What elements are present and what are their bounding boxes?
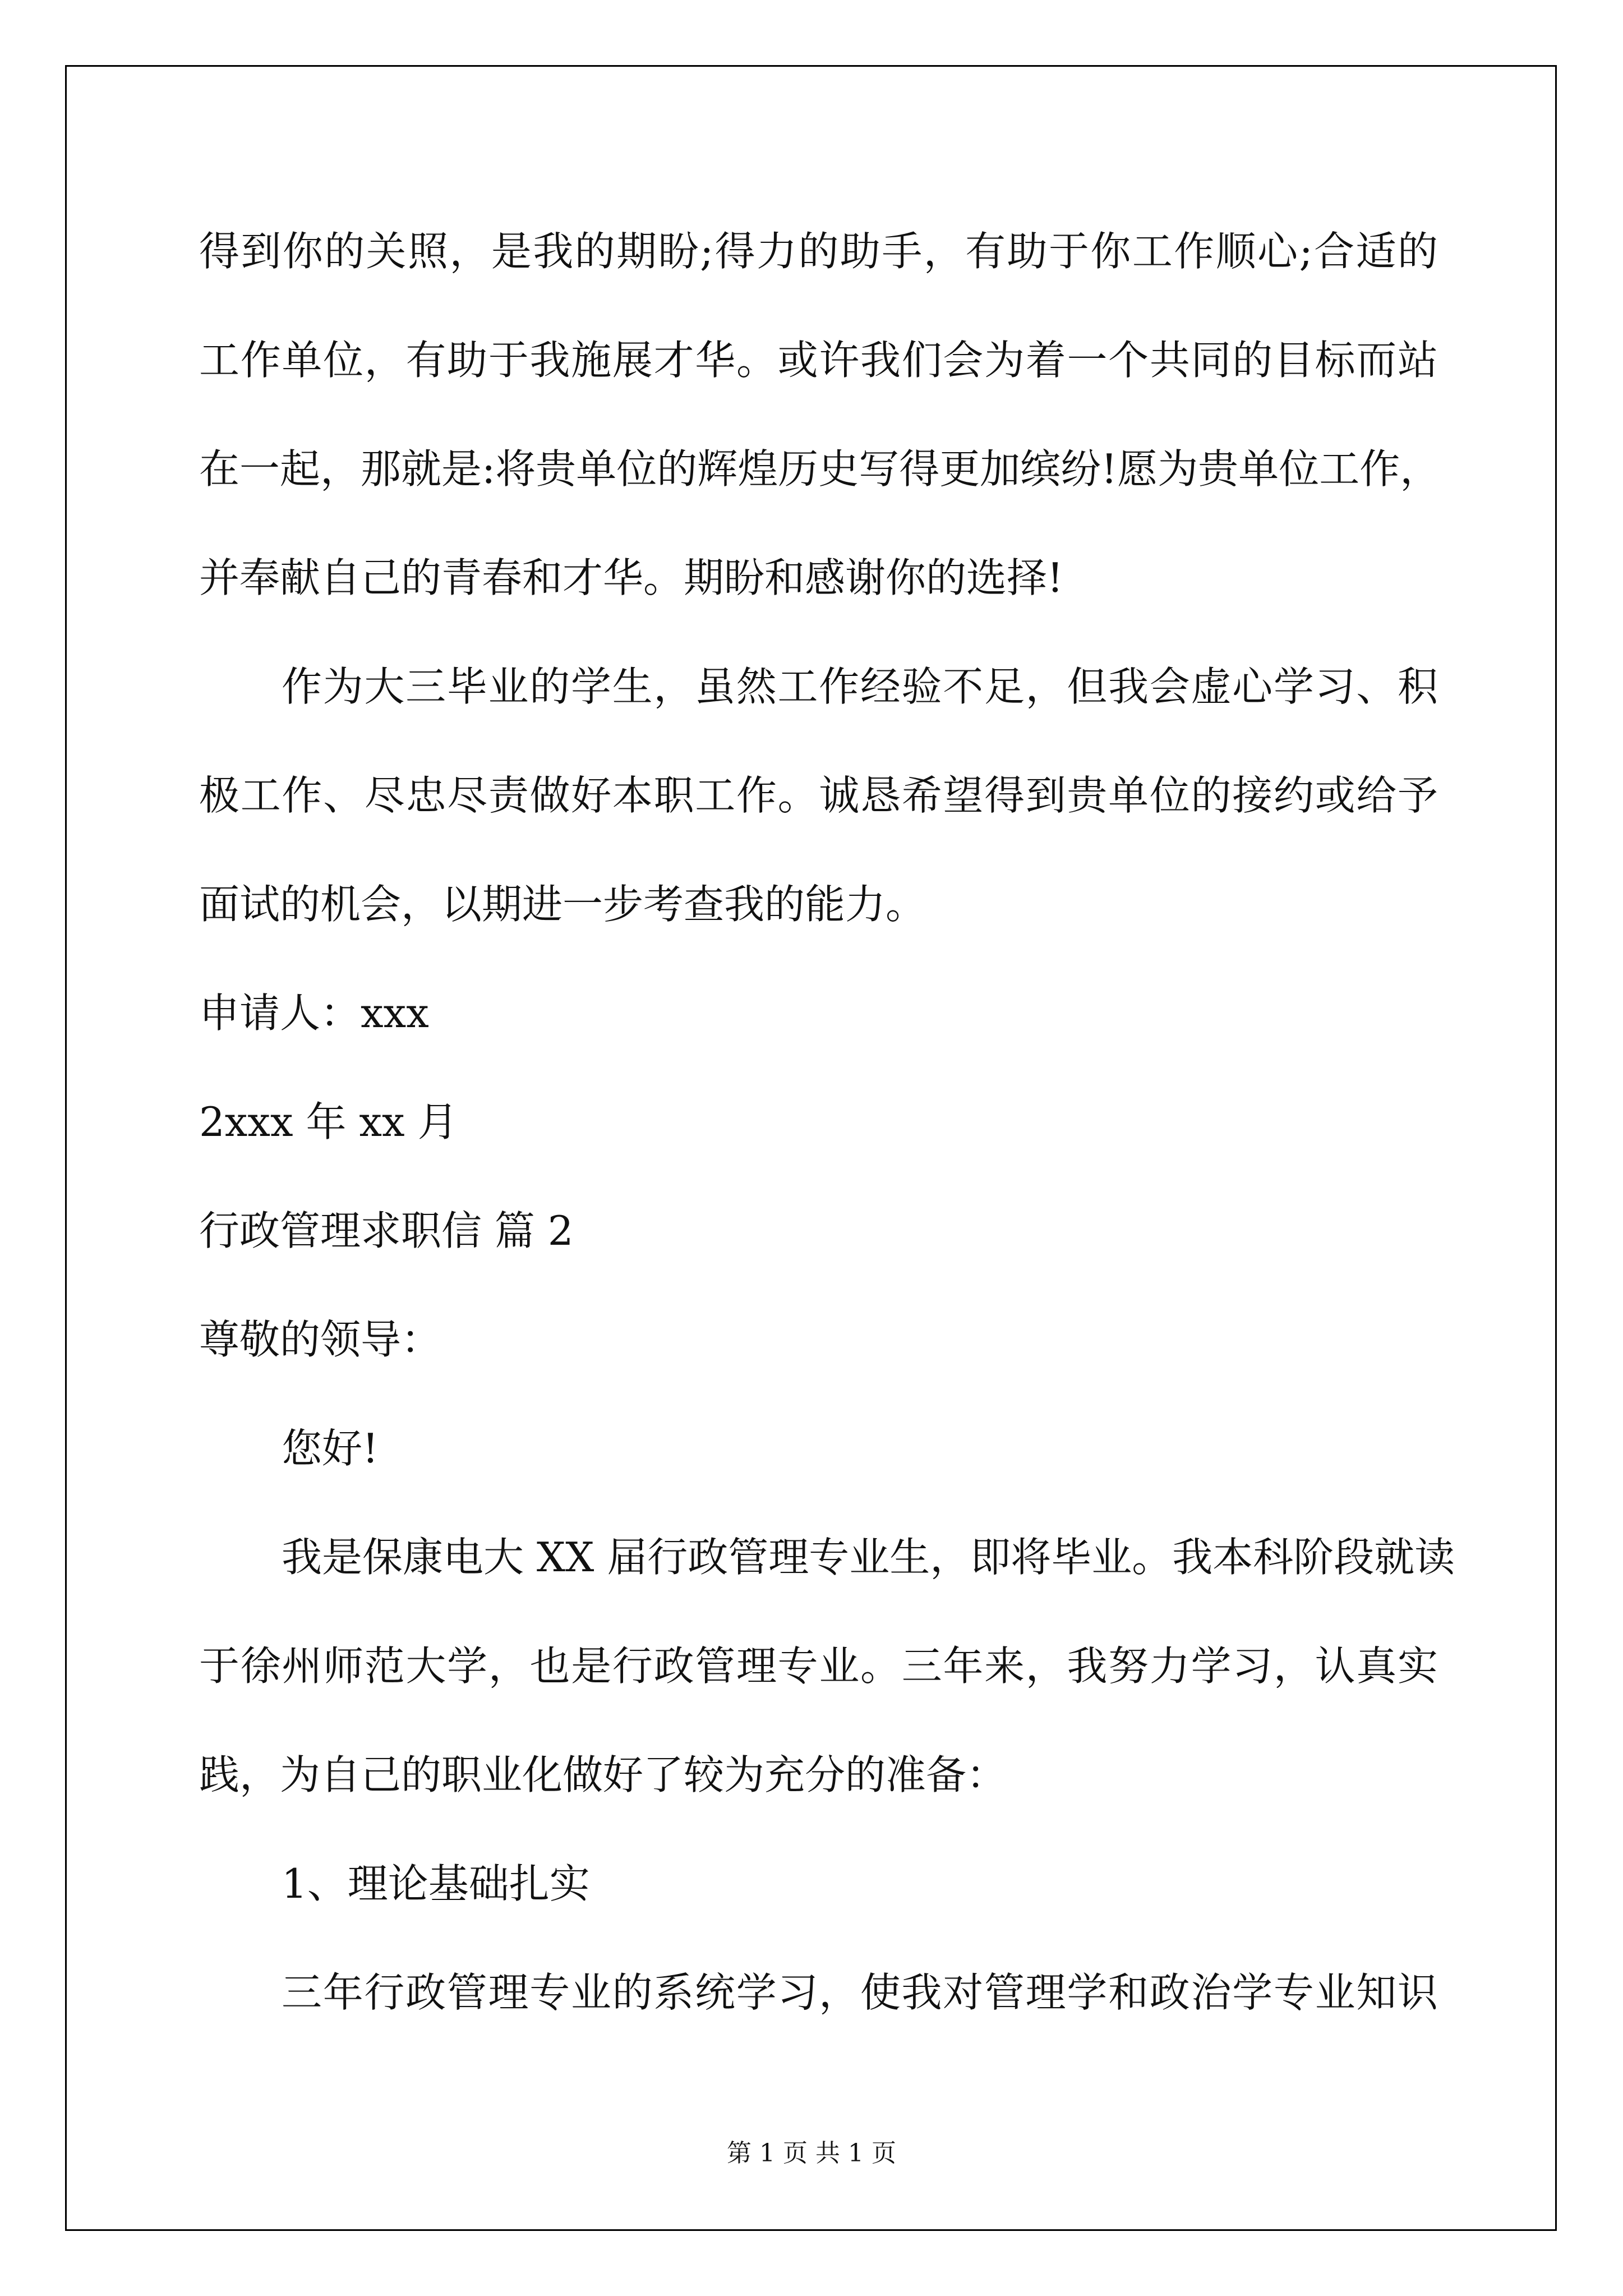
body-line: 于徐州师范大学，也是行政管理专业。三年来，我努力学习，认真实: [199, 1642, 1438, 1690]
body-line: 并奉献自己的青春和才华。期盼和感谢你的选择!: [199, 554, 1063, 601]
body-line: 得到你的关照，是我的期盼;得力的助手，有助于你工作顺心;合适的: [199, 228, 1438, 275]
body-line: 践，为自己的职业化做好了较为充分的准备：: [199, 1751, 1007, 1798]
body-line: 我是保康电大 XX 届行政管理专业生，即将毕业。我本科阶段就读: [282, 1534, 1455, 1581]
greeting: 您好!: [282, 1425, 379, 1472]
body-line: 工作单位，有助于我施展才华。或许我们会为着一个共同的目标而站: [199, 337, 1438, 384]
list-heading: 1、理论基础扎实: [282, 1860, 590, 1907]
salutation: 尊敬的领导：: [199, 1316, 442, 1363]
page-footer: 第 1 页 共 1 页: [727, 2139, 896, 2168]
section-heading: 行政管理求职信 篇 2: [199, 1207, 574, 1254]
body-line: 极工作、尽忠尽责做好本职工作。诚恳希望得到贵单位的接约或给予: [199, 772, 1438, 819]
date-line: 2xxx 年 xx 月: [199, 1098, 458, 1145]
body-line: 三年行政管理专业的系统学习，使我对管理学和政治学专业知识: [282, 1969, 1438, 2016]
body-line: 在一起，那就是:将贵单位的辉煌历史写得更加缤纷!愿为贵单位工作，: [199, 445, 1441, 493]
applicant-line: 申请人：xxx: [199, 990, 429, 1037]
body-line: 作为大三毕业的学生，虽然工作经验不足，但我会虚心学习、积: [282, 663, 1438, 710]
body-line: 面试的机会，以期进一步考查我的能力。: [199, 881, 926, 928]
